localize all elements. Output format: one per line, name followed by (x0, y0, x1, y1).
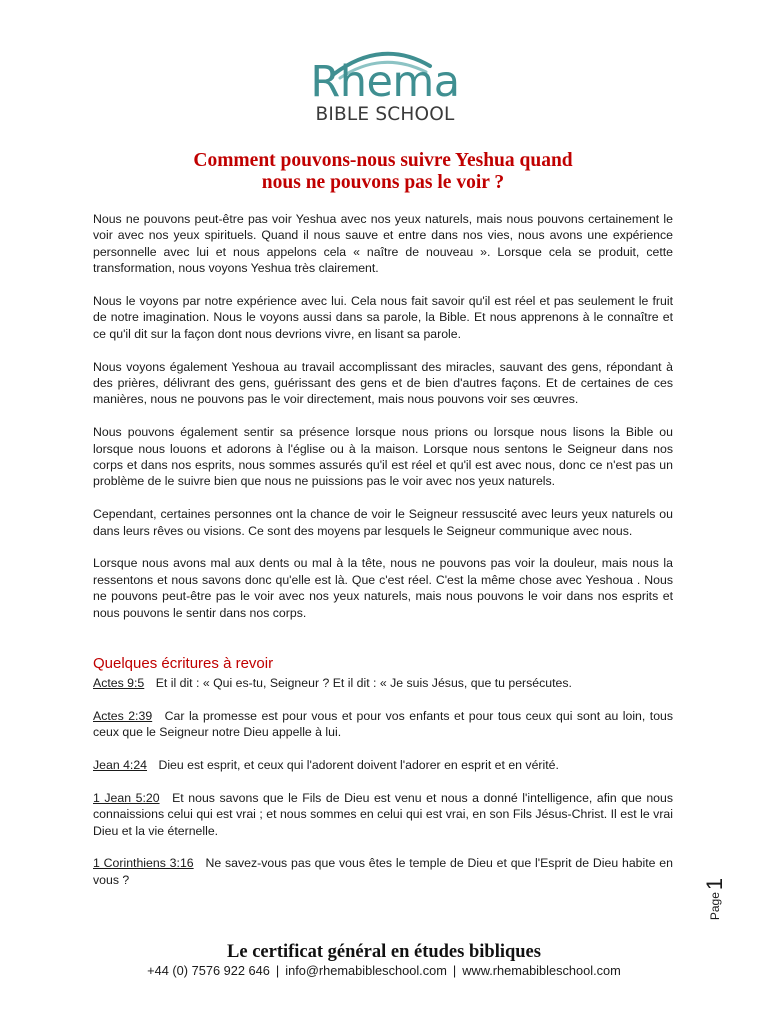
document-title (93, 150, 673, 194)
scripture-text: Et nous savons que le Fils de Dieu est venu et nous a donné l'intelligence, afin que nous connaissions celui qui est vrai ; et nous sommes en celui qui est vrai, en son Fils Jésus-Christ. Il est le vrai Dieu et la vie éternelle. (93, 790, 673, 838)
document-title-line-2: nous ne pouvons pas le voir ? (261, 172, 505, 193)
footer-website: www.rhemabibleschool.com (462, 963, 621, 978)
logo-subtitle: BIBLE SCHOOL (315, 104, 455, 125)
page-label: Page (708, 892, 723, 921)
scripture-list (93, 675, 673, 905)
scripture-reference: Actes 9:5 (93, 676, 145, 690)
scripture-text: Et il dit : « Qui es-tu, Seigneur ? Et il dit : « Je suis Jésus, que tu persécutes. (155, 676, 572, 690)
scripture-reference: 1 Corinthiens 3:16 (93, 856, 194, 871)
footer-contact (0, 963, 768, 979)
paragraph: Nous voyons également Yeshoua au travail accomplissant des miracles, sauvant des gens, répondant à des prières, délivrant des gens, guérissant des gens et de bien d'autres façons. Et de certaines de ces manières, nous ne pouvons pas le voir directement, mais nous pouvons voir ses œuvres. (93, 359, 673, 407)
paragraph: Nous ne pouvons peut-être pas voir Yeshua avec nos yeux naturels, mais nous pouvons certainement le voir avec nos yeux spirituels. Quand il nous sauve et entre dans nos vies, nous avons une expérience personnelle avec lui et nous appelons cela « naître de nouveau ». Lorsque cela se produit, cette transformation, nous voyons Yeshua très clairement. (93, 212, 673, 276)
scripture-item (93, 790, 673, 839)
scripture-text: Ne savez-vous pas que vous êtes le temple de Dieu et que l'Esprit de Dieu habite en vous ? (93, 856, 673, 887)
paragraph: Nous le voyons par notre expérience avec lui. Cela nous fait savoir qu'il est réel et pas seulement le fruit de notre imagination. Nous le voyons aussi dans sa parole, la Bible. Et nous apprenons à le connaître et ce qu'il dit sur la façon dont nous devrions vivre, en lisant sa parole. (93, 294, 673, 341)
document-title-line-1: Comment pouvons-nous suivre Yeshua quand (193, 150, 573, 171)
logo-title: Rhema (310, 57, 460, 107)
footer-title: Le certificat général en études bibliques (227, 942, 541, 962)
scripture-item (93, 708, 673, 741)
scripture-item (93, 855, 673, 888)
paragraph: Cependant, certaines personnes ont la chance de voir le Seigneur ressuscité avec leurs yeux naturels ou dans leurs rêves ou visions. Ce sont des moyens par lesquels le Seigneur communique avec nous. (93, 507, 673, 538)
scripture-reference: Jean 4:24 (93, 758, 148, 772)
paragraph: Nous pouvons également sentir sa présence lorsque nous prions ou lorsque nous lisons la Bible ou lorsque nous louons et adorons à l'église ou à la maison. Lorsque nous sentons le Seigneur dans nos corps et dans nos esprits, nous sommes assurés qu'il est réel et qu'il est avec nous, donc ce n'est pas un problème de le suivre bien que nous ne puissions pas le voir avec nos yeux naturels. (93, 425, 673, 489)
document-body (93, 211, 673, 637)
footer-separator: | (275, 963, 280, 978)
page-number-rotated (702, 878, 728, 920)
scripture-text: Car la promesse est pour vous et pour vos enfants et pour tous ceux qui sont au loin, tous ceux que le Seigneur notre Dieu appelle à lui. (93, 708, 674, 740)
paragraph: Lorsque nous avons mal aux dents ou mal à la tête, nous ne pouvons pas voir la douleur, mais nous la ressentons et nous savons donc qu'elle est là. Que c'est réel. C'est la même chose avec Yeshoua . Nous ne pouvons peut-être pas le voir avec nos yeux naturels, mais nous pouvons le voir dans nos esprits et nous pouvons le sentir dans nos corps. (93, 556, 673, 620)
rhema-logo (300, 40, 470, 130)
footer-phone: +44 (0) 7576 922 646 (147, 963, 270, 978)
scripture-reference: 1 Jean 5:20 (93, 790, 160, 805)
scriptures-heading: Quelques écritures à revoir (93, 655, 274, 672)
footer-separator: | (452, 963, 457, 978)
scripture-item (93, 757, 673, 773)
scripture-text: Dieu est esprit, et ceux qui l'adorent doivent l'adorer en esprit et en vérité. (158, 758, 559, 772)
page-number: 1 (702, 877, 728, 891)
page-number-marker (700, 872, 740, 922)
footer-email: info@rhemabibleschool.com (285, 963, 447, 978)
scripture-reference: Actes 2:39 (93, 708, 153, 723)
scripture-item (93, 675, 673, 691)
